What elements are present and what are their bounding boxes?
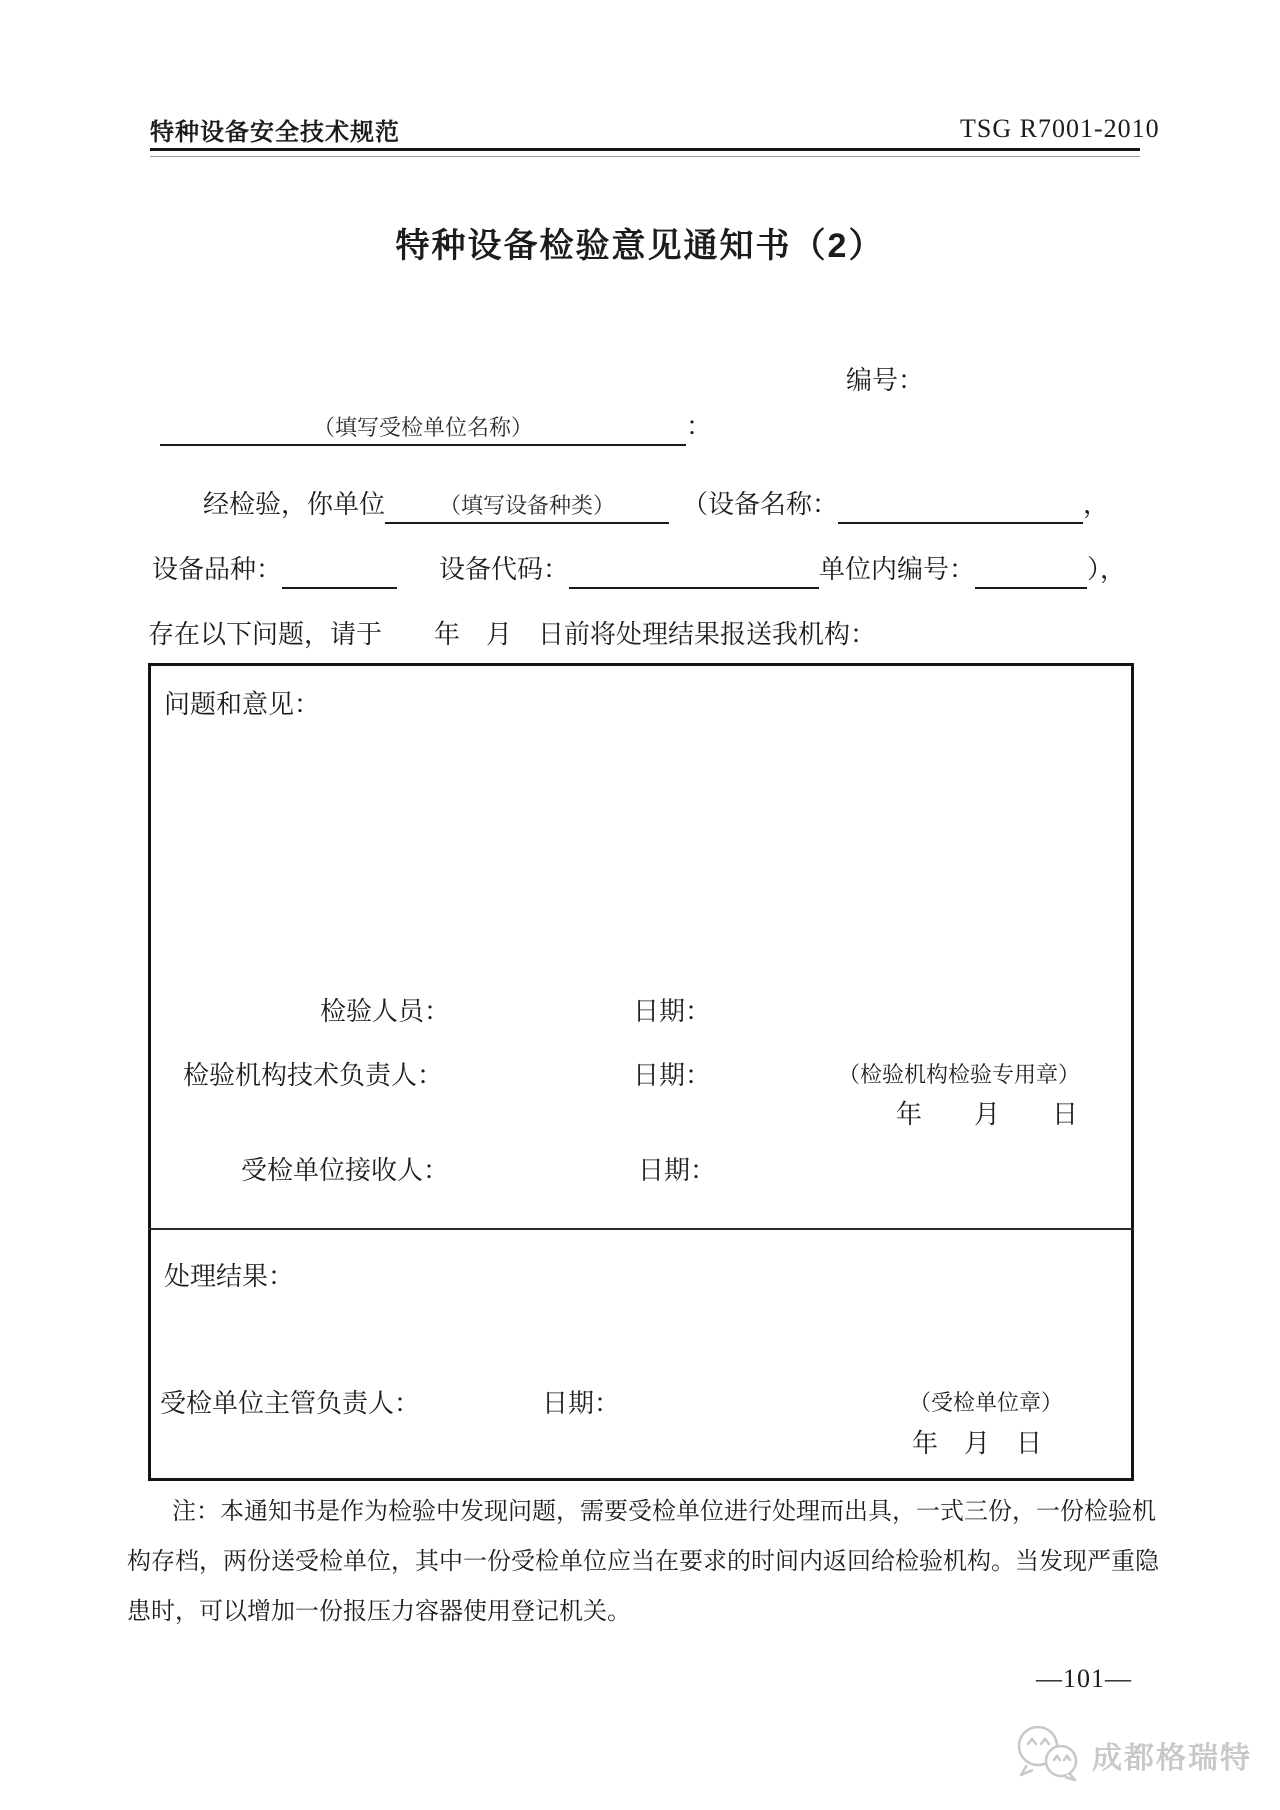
header-rule-thin bbox=[150, 156, 1140, 157]
tech-leader-label: 检验机构技术负责人： bbox=[183, 1061, 444, 1090]
recipient-name-underline bbox=[160, 408, 686, 446]
watermark bbox=[1014, 1722, 1252, 1787]
seal-date-line-1: 年 月 日 bbox=[896, 1100, 1079, 1129]
footnote-line-1: 注：本通知书是作为检验中发现问题，需要受检单位进行处理而出具，一式三份，一份检验机 bbox=[172, 1499, 1156, 1525]
footnote-line-2: 构存档，两份送受检单位，其中一份受检单位应当在要求的时间内返回给检验机构。当发现严重隐 bbox=[127, 1549, 1159, 1575]
equipment-code-label: 设备代码： bbox=[439, 555, 570, 584]
equipment-detail-line bbox=[152, 551, 1126, 589]
equipment-name-label: （设备名称： bbox=[682, 490, 839, 519]
chat-bubbles-icon bbox=[1014, 1722, 1084, 1787]
close-paren-comma: ）， bbox=[1087, 555, 1127, 584]
header-right-code: TSG R7001-2010 bbox=[960, 114, 1160, 143]
box-section-divider bbox=[148, 1228, 1134, 1230]
equipment-kind-underline bbox=[385, 486, 669, 524]
equipment-variety-underline bbox=[282, 551, 397, 589]
equipment-kind-hint: （填写设备种类） bbox=[439, 493, 616, 518]
problems-opinions-label: 问题和意见： bbox=[164, 690, 321, 719]
equipment-name-comma: ， bbox=[1083, 490, 1110, 519]
document-title: 特种设备检验意见通知书（2） bbox=[395, 227, 885, 265]
recipient-line bbox=[160, 408, 712, 446]
inspection-result-line bbox=[203, 486, 1109, 524]
equipment-code-underline bbox=[569, 551, 819, 589]
result-label: 处理结果： bbox=[164, 1262, 295, 1291]
seal-date-line-2: 年 月 日 bbox=[912, 1429, 1043, 1458]
watermark-text: 成都格瑞特 bbox=[1092, 1741, 1252, 1775]
tech-leader-date-label: 日期： bbox=[633, 1061, 712, 1090]
receiver-date-label: 日期： bbox=[638, 1156, 717, 1185]
page-number: —101— bbox=[1036, 1664, 1132, 1693]
footnote-line-3: 患时，可以增加一份报压力容器使用登记机关。 bbox=[127, 1599, 631, 1625]
recipient-name-hint: （填写受检单位名称） bbox=[312, 415, 533, 440]
unit-leader-label: 受检单位主管负责人： bbox=[160, 1389, 421, 1418]
inspector-date-label: 日期： bbox=[633, 997, 712, 1026]
equipment-variety-label: 设备品种： bbox=[152, 555, 283, 584]
deadline-line: 存在以下问题，请于 年 月 日前将处理结果报送我机构： bbox=[148, 620, 877, 649]
inspection-pre-text: 经检验，你单位 bbox=[203, 490, 386, 519]
header-rule-thick bbox=[150, 148, 1140, 151]
unit-seal-hint: （受检单位章） bbox=[909, 1390, 1064, 1415]
footnote bbox=[127, 1487, 1159, 1637]
serial-number-label: 编号： bbox=[846, 366, 925, 395]
unit-number-underline bbox=[975, 551, 1087, 589]
recipient-colon: ： bbox=[686, 412, 713, 441]
equipment-name-underline bbox=[838, 486, 1083, 524]
inspection-seal-hint: （检验机构检验专用章） bbox=[838, 1062, 1081, 1087]
unit-leader-date-label: 日期： bbox=[542, 1389, 621, 1418]
receiver-label: 受检单位接收人： bbox=[241, 1156, 450, 1185]
inspector-label: 检验人员： bbox=[320, 997, 451, 1026]
header-left-title: 特种设备安全技术规范 bbox=[150, 119, 400, 146]
unit-number-label: 单位内编号： bbox=[819, 555, 976, 584]
